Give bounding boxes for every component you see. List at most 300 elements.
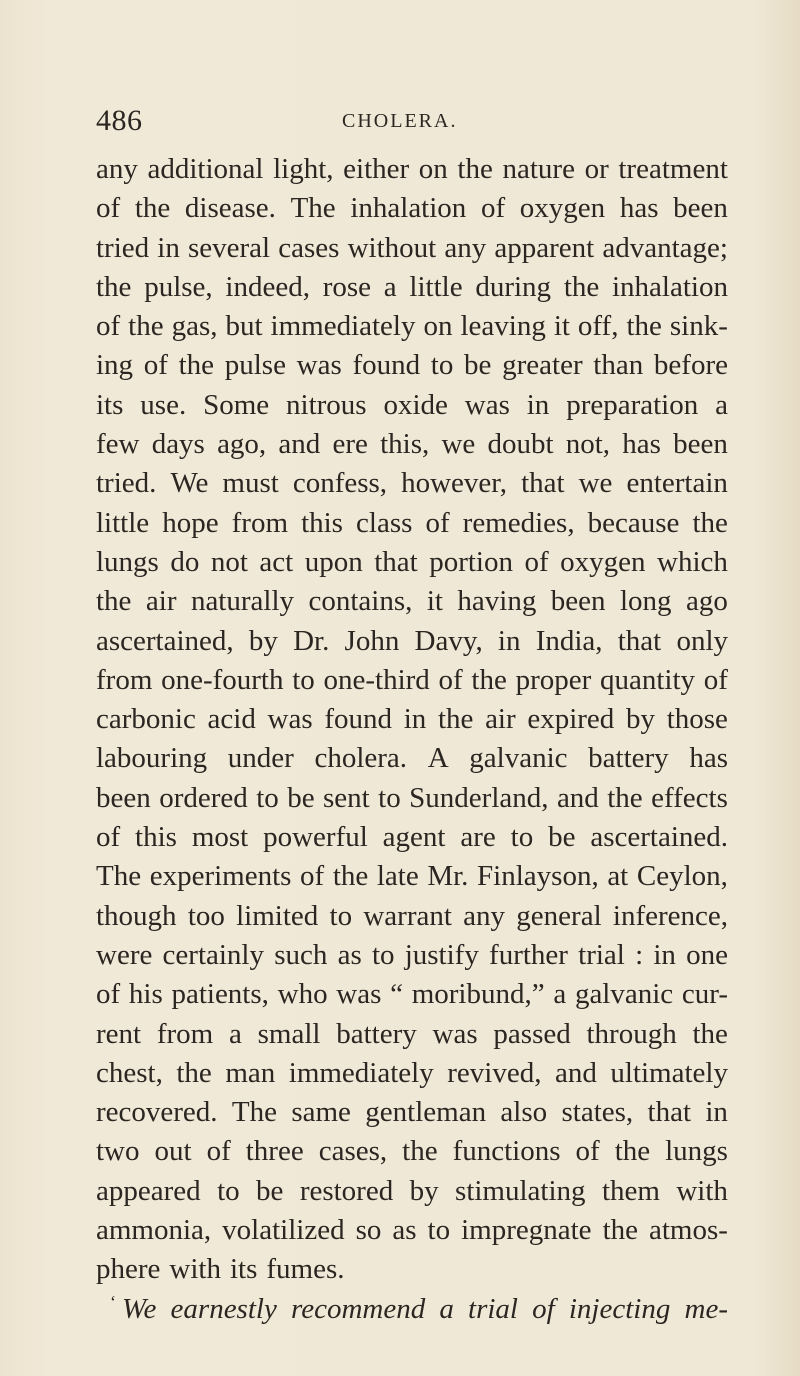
word: agent bbox=[382, 821, 446, 854]
word: either bbox=[343, 153, 410, 185]
word: inference, bbox=[612, 899, 728, 932]
body-text bbox=[96, 150, 728, 1329]
word: the bbox=[96, 270, 132, 303]
word: John bbox=[344, 624, 400, 657]
word: to bbox=[430, 349, 454, 382]
word: battery bbox=[588, 742, 669, 775]
word: the bbox=[692, 1017, 728, 1050]
word: little bbox=[409, 270, 463, 303]
text-line bbox=[96, 189, 728, 228]
word: stimulating bbox=[455, 1174, 586, 1207]
word: a bbox=[715, 388, 728, 421]
word: galvanic bbox=[469, 742, 568, 775]
word: Davy, bbox=[414, 624, 483, 657]
word: to bbox=[256, 781, 279, 814]
word: inhalation bbox=[350, 192, 467, 225]
word: recovered. bbox=[96, 1096, 218, 1129]
word: recommend bbox=[291, 1292, 426, 1325]
word: act bbox=[259, 545, 294, 578]
word: of bbox=[143, 349, 168, 382]
word: portion bbox=[429, 545, 513, 578]
word: patients, bbox=[171, 978, 269, 1011]
word: of bbox=[96, 310, 121, 343]
word: from bbox=[96, 663, 153, 696]
word: by bbox=[409, 1174, 439, 1207]
word: not, bbox=[565, 428, 611, 461]
word: than bbox=[593, 349, 644, 382]
word: it bbox=[426, 585, 443, 618]
word: which bbox=[657, 545, 728, 578]
word: his bbox=[128, 978, 163, 1011]
word: ammonia, bbox=[96, 1214, 212, 1247]
word: oxide bbox=[383, 388, 448, 421]
word: the bbox=[602, 1214, 638, 1247]
word: effects bbox=[651, 781, 728, 814]
text-line bbox=[96, 307, 728, 346]
text-line bbox=[96, 1211, 728, 1250]
word: in bbox=[403, 703, 427, 736]
word: the bbox=[332, 860, 369, 893]
word: hope bbox=[162, 506, 219, 539]
word: be bbox=[548, 821, 576, 854]
text-line bbox=[96, 1015, 728, 1054]
word: man bbox=[225, 1056, 276, 1089]
word: : bbox=[635, 938, 644, 971]
word: to bbox=[217, 1174, 240, 1207]
word: one-fourth bbox=[161, 663, 284, 696]
word: late bbox=[376, 860, 419, 893]
word: any bbox=[96, 153, 138, 185]
word: the bbox=[563, 270, 600, 303]
word: and bbox=[556, 781, 599, 814]
word: preparation bbox=[566, 388, 699, 421]
text-line bbox=[96, 386, 728, 425]
word: has bbox=[689, 742, 728, 775]
word: We bbox=[170, 467, 209, 500]
text-line bbox=[96, 464, 728, 503]
word: indeed, bbox=[225, 270, 310, 303]
word: from bbox=[231, 506, 289, 539]
word: the bbox=[607, 781, 643, 814]
word: found bbox=[352, 349, 421, 382]
word: by bbox=[626, 703, 655, 736]
word: rose bbox=[322, 270, 372, 303]
word: proper bbox=[515, 663, 592, 696]
word: to bbox=[510, 821, 534, 854]
word: with bbox=[169, 1253, 221, 1286]
word: to bbox=[378, 781, 401, 814]
word: one-third bbox=[323, 663, 430, 696]
word: because bbox=[587, 506, 680, 539]
word: on bbox=[423, 310, 453, 343]
word: of bbox=[532, 1292, 555, 1325]
opening-quote-mark: ‘ bbox=[110, 1291, 116, 1312]
word: expired bbox=[527, 703, 615, 736]
word: acid bbox=[207, 703, 256, 736]
word: Some bbox=[203, 388, 270, 421]
word: fumes. bbox=[266, 1253, 345, 1286]
text-line bbox=[96, 739, 728, 778]
word: without bbox=[347, 231, 437, 264]
word: revived, bbox=[447, 1056, 542, 1089]
word: be bbox=[287, 781, 315, 814]
word: leaving bbox=[460, 310, 546, 343]
word: in bbox=[653, 938, 676, 971]
word: a bbox=[229, 1017, 242, 1050]
word: though bbox=[96, 899, 177, 932]
word: of bbox=[96, 821, 121, 854]
word: this, bbox=[380, 428, 430, 461]
word: ere bbox=[332, 428, 368, 461]
text-line bbox=[96, 897, 728, 936]
word: cholera. bbox=[314, 742, 408, 775]
word: treatment bbox=[618, 153, 728, 185]
word: gentleman bbox=[365, 1096, 487, 1129]
word: however, bbox=[401, 467, 508, 500]
word: do bbox=[170, 545, 200, 578]
word: and bbox=[554, 1056, 597, 1089]
word: volatilized bbox=[222, 1214, 345, 1247]
word: ultimately bbox=[610, 1056, 728, 1089]
page-header bbox=[96, 104, 736, 144]
word: a bbox=[383, 270, 397, 303]
word: Dr. bbox=[293, 624, 330, 657]
word: was bbox=[296, 349, 342, 382]
text-line bbox=[96, 268, 728, 307]
word: trial bbox=[578, 938, 625, 971]
word: ascertained. bbox=[590, 821, 728, 854]
word: small bbox=[257, 1017, 321, 1050]
text-line bbox=[96, 1093, 728, 1132]
word: also bbox=[500, 1096, 548, 1129]
text-line bbox=[96, 582, 728, 621]
word: in bbox=[705, 1096, 728, 1129]
word: so bbox=[355, 1214, 382, 1247]
word: oxygen bbox=[560, 545, 646, 578]
word: gas, bbox=[171, 310, 218, 343]
text-line bbox=[96, 504, 728, 543]
word: justify bbox=[404, 938, 479, 971]
word: was bbox=[267, 703, 313, 736]
word: nature bbox=[502, 153, 575, 185]
word: that bbox=[374, 545, 418, 578]
word: further bbox=[489, 938, 568, 971]
text-line bbox=[96, 543, 728, 582]
text-line bbox=[96, 975, 728, 1014]
word: ordered bbox=[159, 781, 248, 814]
word: appeared bbox=[96, 1174, 201, 1207]
word: naturally bbox=[190, 585, 295, 618]
word: has bbox=[622, 428, 661, 461]
word: restored bbox=[299, 1174, 394, 1207]
word: limited bbox=[236, 899, 319, 932]
word: the bbox=[176, 1056, 212, 1089]
word: phere bbox=[96, 1253, 161, 1286]
word: nitrous bbox=[286, 388, 367, 421]
word: having bbox=[457, 585, 537, 618]
word: been bbox=[673, 428, 728, 461]
word: few bbox=[96, 428, 140, 461]
word: states, bbox=[561, 1096, 634, 1129]
text-line bbox=[96, 857, 728, 896]
word: was bbox=[464, 388, 510, 421]
word: The bbox=[96, 860, 142, 893]
word: disease. bbox=[184, 192, 276, 225]
word: cases, bbox=[318, 1135, 388, 1168]
word: too bbox=[187, 899, 225, 932]
text-line bbox=[96, 779, 728, 818]
word: of bbox=[575, 1135, 600, 1168]
word: of bbox=[480, 192, 506, 225]
word: immediately bbox=[270, 310, 416, 343]
word: who bbox=[277, 978, 328, 1011]
word: ascertained, bbox=[96, 624, 234, 657]
word: a bbox=[439, 1292, 454, 1325]
word: must bbox=[222, 467, 279, 500]
word: we bbox=[441, 428, 476, 461]
word: chest, bbox=[96, 1056, 163, 1089]
word: sink- bbox=[669, 310, 728, 343]
word: doubt bbox=[487, 428, 554, 461]
word: the bbox=[692, 506, 728, 539]
word: be bbox=[256, 1174, 284, 1207]
word: the bbox=[437, 703, 474, 736]
word: and bbox=[278, 428, 321, 461]
word: as bbox=[337, 938, 362, 971]
word: the bbox=[134, 192, 171, 225]
word: lungs bbox=[665, 1135, 728, 1168]
word: the bbox=[128, 310, 164, 343]
text-line bbox=[96, 818, 728, 857]
word: class bbox=[356, 506, 413, 539]
word: little bbox=[96, 506, 150, 539]
word: use. bbox=[140, 388, 187, 421]
word: the bbox=[457, 153, 493, 185]
text-line bbox=[96, 229, 728, 268]
word: contains, bbox=[308, 585, 413, 618]
word: sent bbox=[323, 781, 370, 814]
text-line bbox=[96, 1132, 728, 1171]
word: under bbox=[227, 742, 294, 775]
word: from bbox=[156, 1017, 214, 1050]
word: by bbox=[248, 624, 278, 657]
word: powerful bbox=[263, 821, 368, 854]
word: cur- bbox=[681, 978, 728, 1011]
word: entertain bbox=[626, 467, 728, 500]
word: light, bbox=[273, 153, 334, 185]
word: through bbox=[586, 1017, 677, 1050]
word: tried. bbox=[96, 467, 157, 500]
word: inhalation bbox=[612, 270, 728, 303]
word: was bbox=[432, 1017, 478, 1050]
text-line bbox=[96, 622, 728, 661]
word: were bbox=[96, 938, 153, 971]
text-line bbox=[96, 150, 728, 189]
word: to bbox=[329, 899, 353, 932]
word: carbonic bbox=[96, 703, 196, 736]
word: of bbox=[438, 663, 463, 696]
word: the bbox=[402, 1135, 438, 1168]
word: to bbox=[427, 1214, 451, 1247]
word: three bbox=[245, 1135, 304, 1168]
word: are bbox=[460, 821, 496, 854]
word: in bbox=[497, 624, 521, 657]
page-number: 486 bbox=[96, 104, 143, 137]
word: in bbox=[157, 231, 180, 264]
text-line bbox=[96, 936, 728, 975]
text-line bbox=[96, 661, 728, 700]
word: remedies, bbox=[462, 506, 575, 539]
word: of bbox=[425, 506, 450, 539]
word: to bbox=[292, 663, 315, 696]
word: air bbox=[145, 585, 177, 618]
word: moribund,” bbox=[411, 978, 545, 1011]
text-line bbox=[96, 346, 728, 385]
word: Finlayson, bbox=[477, 860, 599, 893]
word: same bbox=[291, 1096, 351, 1129]
quoted-line bbox=[96, 1290, 728, 1329]
word: The bbox=[290, 192, 336, 225]
word: or bbox=[584, 153, 609, 185]
word: but bbox=[225, 310, 263, 343]
word: ago bbox=[686, 585, 728, 618]
word: ing bbox=[96, 349, 134, 382]
word: with bbox=[676, 1174, 728, 1207]
word: pulse, bbox=[144, 270, 213, 303]
word: any bbox=[463, 899, 506, 932]
word: atmos- bbox=[649, 1214, 728, 1247]
word: as bbox=[392, 1214, 417, 1247]
word: tried bbox=[96, 231, 150, 264]
word: two bbox=[96, 1135, 140, 1168]
running-head: CHOLERA. bbox=[342, 110, 458, 132]
word: of bbox=[96, 192, 121, 225]
word: that bbox=[647, 1096, 692, 1129]
word: of bbox=[703, 663, 728, 696]
word: rent bbox=[96, 1017, 142, 1050]
word: advantage; bbox=[602, 231, 728, 264]
word: injecting bbox=[568, 1292, 671, 1325]
word: passed bbox=[493, 1017, 571, 1050]
word: them bbox=[601, 1174, 660, 1207]
word: been bbox=[550, 585, 606, 618]
quoted-line-text bbox=[122, 1290, 728, 1329]
word: been bbox=[673, 192, 728, 225]
word: of bbox=[96, 978, 121, 1011]
word: general bbox=[516, 899, 602, 932]
word: certainly bbox=[162, 938, 264, 971]
word: on bbox=[418, 153, 448, 185]
word: ago, bbox=[217, 428, 267, 461]
word: has bbox=[619, 192, 659, 225]
word: its bbox=[96, 388, 124, 421]
word: immediately bbox=[288, 1056, 434, 1089]
word: air bbox=[485, 703, 516, 736]
word: me- bbox=[684, 1292, 728, 1325]
word: apparent bbox=[494, 231, 595, 264]
word: battery bbox=[336, 1017, 417, 1050]
word: we bbox=[578, 467, 613, 500]
word: such bbox=[274, 938, 328, 971]
word: one bbox=[686, 938, 728, 971]
word: off, bbox=[577, 310, 619, 343]
word: quantity bbox=[599, 663, 696, 696]
word: that bbox=[521, 467, 565, 500]
word: long bbox=[620, 585, 672, 618]
word: most bbox=[191, 821, 249, 854]
word: the bbox=[626, 310, 662, 343]
word: be bbox=[464, 349, 492, 382]
word: upon bbox=[304, 545, 363, 578]
word: confess, bbox=[292, 467, 388, 500]
text-line bbox=[96, 1250, 728, 1289]
word: earnestly bbox=[170, 1292, 277, 1325]
word: of bbox=[524, 545, 549, 578]
word: this bbox=[301, 506, 343, 539]
word: any bbox=[444, 231, 487, 264]
word: The bbox=[231, 1096, 277, 1129]
word: the bbox=[471, 663, 507, 696]
word: only bbox=[676, 624, 728, 657]
word: Sunderland, bbox=[409, 781, 549, 814]
word: a bbox=[553, 978, 567, 1011]
word: it bbox=[553, 310, 570, 343]
word: Mr. bbox=[427, 860, 469, 893]
word: the bbox=[178, 349, 215, 382]
word: impregnate bbox=[461, 1214, 592, 1247]
word: during bbox=[475, 270, 552, 303]
word: Ceylon, bbox=[636, 860, 728, 893]
word: “ bbox=[390, 978, 403, 1011]
word: the bbox=[96, 585, 132, 618]
text-line bbox=[96, 700, 728, 739]
word: this bbox=[135, 821, 177, 854]
word: India, bbox=[535, 624, 603, 657]
word: that bbox=[617, 624, 662, 657]
word: its bbox=[229, 1253, 258, 1286]
word: been bbox=[96, 781, 151, 814]
word: labouring bbox=[96, 742, 208, 775]
text-line bbox=[96, 1172, 728, 1211]
word: greater bbox=[502, 349, 583, 382]
word: galvanic bbox=[574, 978, 674, 1011]
word: cases bbox=[278, 231, 340, 264]
word: pulse bbox=[224, 349, 286, 382]
word: of bbox=[206, 1135, 231, 1168]
word: of bbox=[300, 860, 325, 893]
word: in bbox=[526, 388, 550, 421]
text-line bbox=[96, 425, 728, 464]
word: found bbox=[324, 703, 392, 736]
word: not bbox=[210, 545, 248, 578]
word: at bbox=[607, 860, 629, 893]
word: functions bbox=[452, 1135, 561, 1168]
word: the bbox=[614, 1135, 651, 1168]
word: experiments bbox=[149, 860, 292, 893]
word: was bbox=[336, 978, 382, 1011]
word: those bbox=[666, 703, 728, 736]
word: additional bbox=[147, 153, 264, 185]
word: days bbox=[151, 428, 205, 461]
word: We bbox=[122, 1292, 157, 1325]
word: out bbox=[154, 1135, 192, 1168]
word: to bbox=[371, 938, 395, 971]
word: oxygen bbox=[519, 192, 606, 225]
word: A bbox=[427, 742, 449, 775]
word: before bbox=[653, 349, 728, 382]
word: lungs bbox=[96, 545, 159, 578]
word: several bbox=[188, 231, 271, 264]
